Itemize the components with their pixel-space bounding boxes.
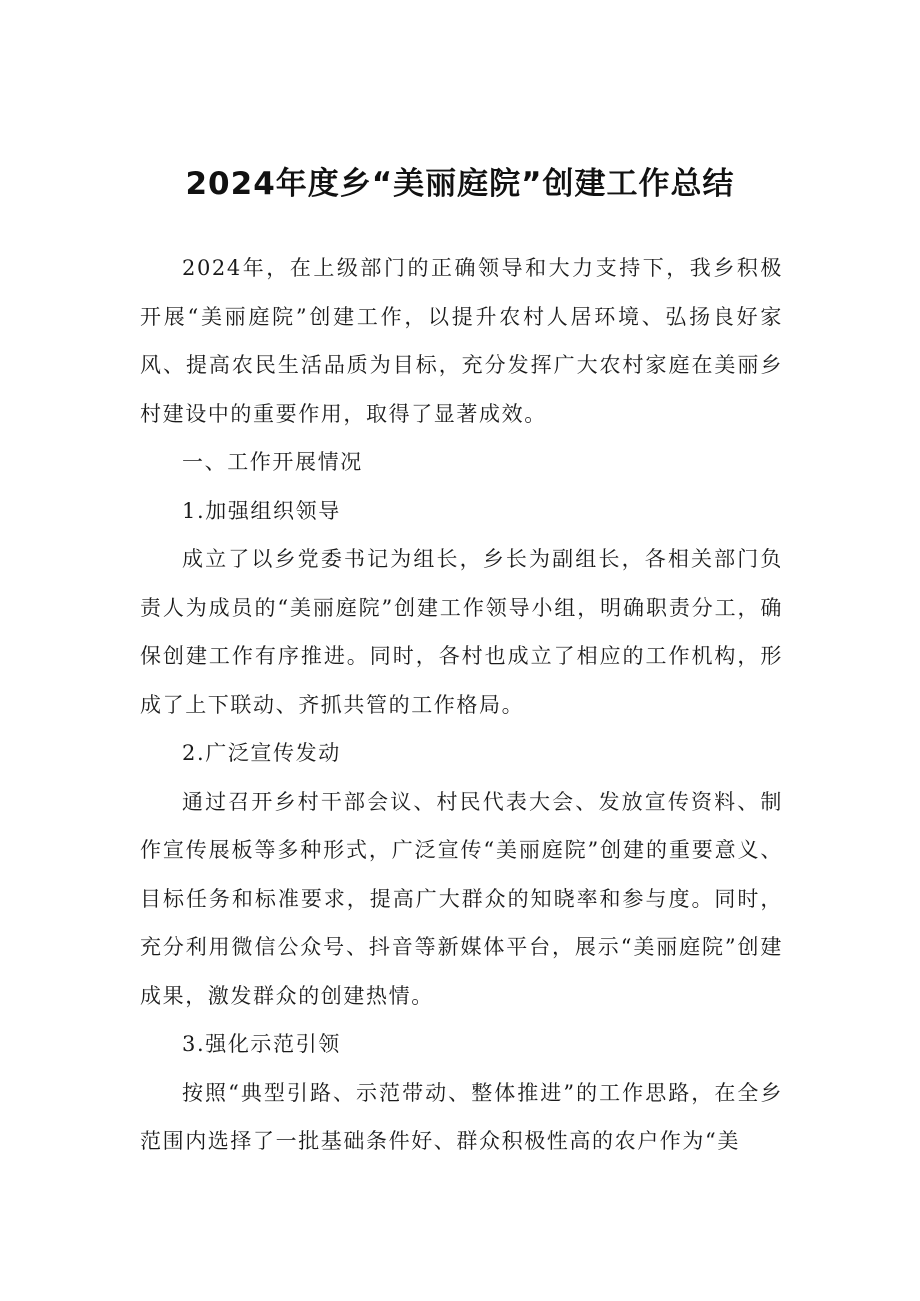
section-heading-work-progress: 一、工作开展情况: [182, 450, 363, 474]
demonstration-paragraph: 按照“典型引路、示范带动、整体推进”的工作思路，在全乡范围内选择了一批基础条件好、群众积极性高的农户作为“美: [140, 1080, 783, 1153]
subheading-publicity: 2.广泛宣传发动: [182, 741, 341, 765]
document-body: [140, 244, 783, 1166]
publicity-paragraph: 通过召开乡村干部会议、村民代表大会、发放宣传资料、制作宣传展板等多种形式，广泛宣传“美丽庭院”创建的重要意义、目标任务和标准要求，提高广大群众的知晓率和参与度。同时，充分利用微信公众号、抖音等新媒体平台，展示“美丽庭院”创建成果，激发群众的创建热情。: [140, 789, 783, 1008]
organization-paragraph: 成立了以乡党委书记为组长，乡长为副组长，各相关部门负责人为成员的“美丽庭院”创建工作领导小组，明确职责分工，确保创建工作有序推进。同时，各村也成立了相应的工作机构，形成了上下联动、齐抓共管的工作格局。: [140, 547, 783, 717]
subheading-organization: 1.加强组织领导: [182, 498, 341, 523]
intro-paragraph: 2024年，在上级部门的正确领导和大力支持下，我乡积极开展“美丽庭院”创建工作，以提升农村人居环境、弘扬良好家风、提高农民生活品质为目标，充分发挥广大农村家庭在美丽乡村建设中的重要作用，取得了显著成效。: [140, 256, 783, 426]
subheading-demonstration: 3.强化示范引领: [182, 1032, 341, 1056]
document-title: 2024年度乡“美丽庭院”创建工作总结: [185, 166, 735, 202]
